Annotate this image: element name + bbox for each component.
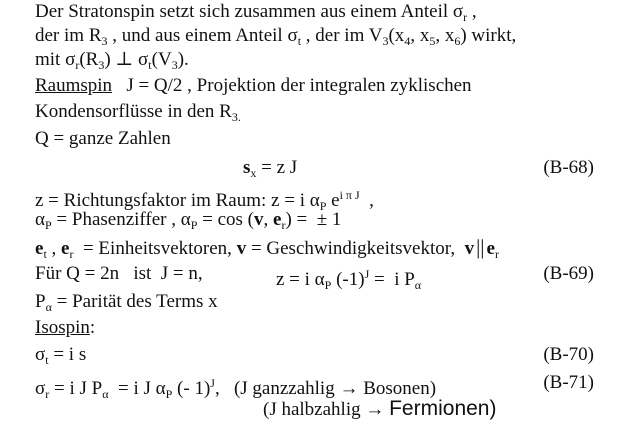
subscript: 3 [98, 58, 105, 72]
line-text: , und aus einem Anteil σ [107, 25, 298, 46]
line-text: der im R [35, 25, 102, 46]
superscript: J [210, 376, 215, 390]
bold-symbol: e [35, 238, 44, 259]
line-text: (J halbzahlig → [263, 399, 390, 420]
subscript: 3 [171, 58, 178, 72]
subscript: α [45, 300, 52, 314]
subscript: r [281, 218, 286, 232]
line-text: , x [435, 25, 455, 46]
text-line-3 [35, 48, 189, 77]
subscript: t [297, 34, 302, 48]
text-line-13 [35, 316, 95, 340]
text-line-12 [35, 290, 218, 319]
bold-symbol: e [486, 238, 495, 259]
line-text: = z J [256, 157, 298, 178]
line-text: : [89, 317, 96, 338]
equation-b69 [276, 262, 421, 297]
equation-number-b70: (B-70) [543, 344, 594, 365]
line-text: J = Q/2 , Projektion der integralen zyklischen [112, 75, 472, 96]
superscript: i π J [339, 188, 360, 202]
subscript: r [494, 247, 499, 261]
superscript: J [364, 267, 370, 281]
subscript: r [69, 247, 74, 261]
line-text: , [46, 238, 62, 259]
line-text: ) = ± 1 [285, 209, 342, 230]
line-text: e [326, 190, 340, 211]
text-line-9 [35, 208, 341, 237]
equation-number-b71: (B-71) [543, 372, 594, 393]
subscript: α [102, 387, 109, 401]
subscript: P [324, 278, 332, 292]
line-text: ). [177, 49, 189, 70]
line-text: (- 1) [172, 378, 211, 399]
subscript: 3 [101, 34, 108, 48]
equation-number-b68: (B-68) [543, 157, 594, 178]
section-heading-isospin: Isospin [35, 317, 90, 338]
line-text: Der Stratonspin setzt sich zusammen aus einem Anteil σ [35, 1, 464, 22]
line-text: = i P [369, 269, 415, 290]
subscript: 3. [231, 110, 241, 124]
equation-b68 [243, 156, 297, 185]
subscript: P [44, 218, 52, 232]
bold-symbol: e [61, 238, 70, 259]
subscript: 4 [404, 34, 411, 48]
line-text: α [35, 209, 45, 230]
line-text: ) wirkt, [460, 25, 517, 46]
bold-symbol: s [243, 157, 251, 178]
line-text: (x [388, 25, 405, 46]
subscript: x [250, 166, 257, 180]
bold-symbol: v [236, 238, 247, 259]
line-text: = Phasenziffer , α [51, 209, 191, 230]
line-text: (R [79, 49, 99, 70]
line-text: , x [410, 25, 430, 46]
subscript: t [45, 353, 49, 367]
line-text: z = i α [276, 269, 325, 290]
line-text: z = Richtungsfaktor im Raum: z = i α [35, 190, 320, 211]
line-text-fermionen: Fermionen) [389, 397, 497, 420]
line-text: = Parität des Terms x [51, 291, 218, 312]
line-text: , der im V [301, 25, 383, 46]
section-heading-raumspin: Raumspin [35, 75, 113, 96]
subscript: t [43, 247, 47, 261]
line-text: , [263, 209, 273, 230]
subscript: 6 [454, 34, 461, 48]
subscript: 3 [382, 34, 389, 48]
line-text: mit σ [35, 49, 76, 70]
line-text: = i s [48, 344, 87, 365]
line-text: , [359, 190, 374, 211]
line-text: = i J P [49, 378, 103, 399]
text-line-11 [35, 262, 203, 286]
subscript: r [463, 10, 468, 24]
line-text: = i J α [108, 378, 166, 399]
line-text: ) ⊥ σ [104, 49, 149, 70]
bold-symbol: v [254, 209, 264, 230]
line-text: = Geschwindigkeitsvektor, [246, 238, 465, 259]
equation-number-b69: (B-69) [543, 263, 594, 284]
line-text: σ [35, 344, 46, 365]
line-text: = cos ( [197, 209, 254, 230]
line-text: P [35, 291, 46, 312]
subscript: α [414, 278, 422, 292]
line-text: Für Q = 2n ist J = n, [35, 263, 203, 284]
subscript: r [45, 387, 50, 401]
line-text: (V [151, 49, 172, 70]
line-text: (-1) [331, 269, 365, 290]
line-text: , (J ganzzahlig → Bosonen) [214, 378, 437, 399]
subscript: r [75, 58, 80, 72]
bold-symbol: e [273, 209, 282, 230]
line-text: Q = ganze Zahlen [35, 128, 171, 149]
line-text: Kondensorflüsse in den R [35, 101, 232, 122]
text-line-16 [263, 397, 496, 422]
subscript: P [190, 218, 198, 232]
subscript: P [319, 199, 327, 213]
parallel-symbol: || [476, 235, 485, 259]
line-text: , [467, 1, 477, 22]
line-text: σ [35, 378, 46, 399]
text-line-4 [35, 74, 472, 98]
bold-symbol: v [464, 238, 475, 259]
text-line-5 [35, 100, 241, 129]
equation-b70 [35, 343, 86, 372]
text-line-6 [35, 127, 171, 151]
line-text: = Einheitsvektoren, [73, 238, 237, 259]
subscript: P [165, 387, 173, 401]
subscript: t [148, 58, 152, 72]
subscript: 5 [429, 34, 436, 48]
